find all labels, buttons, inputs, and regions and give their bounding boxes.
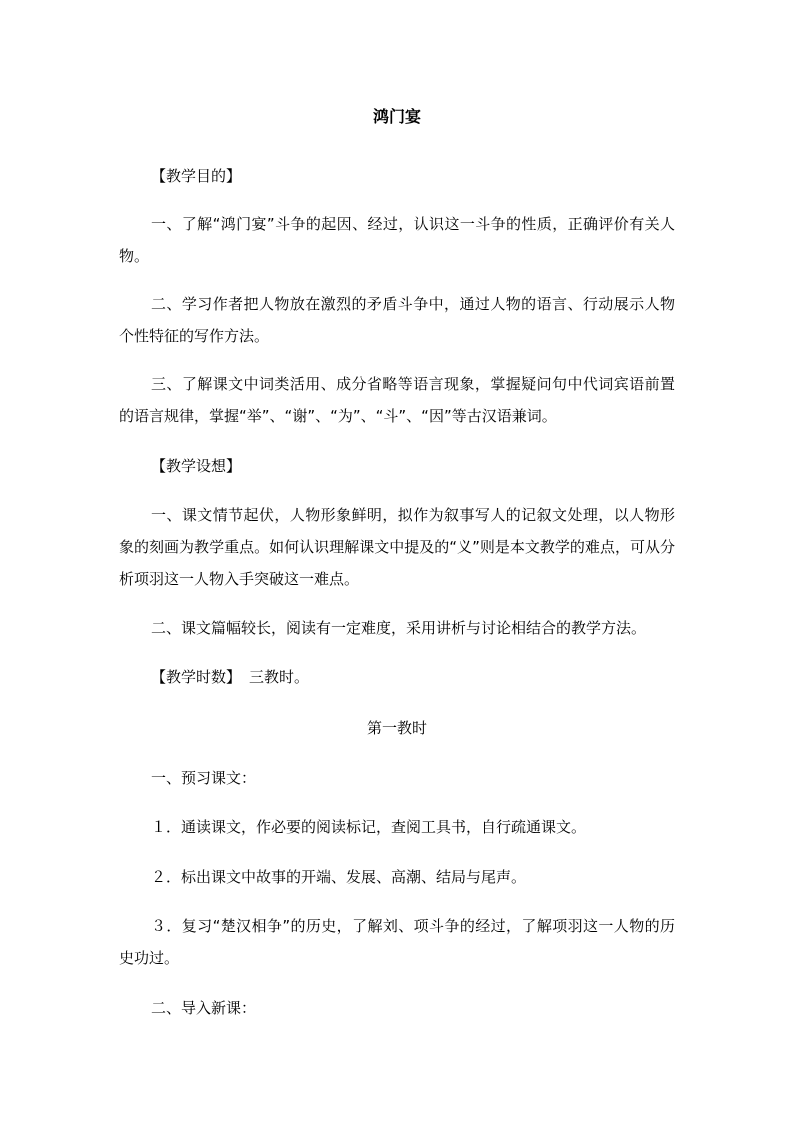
preview-item-2: ２．标出课文中故事的开端、发展、高潮、结局与尾声。 bbox=[151, 868, 527, 886]
teaching-goals-heading: 【教学目的】 bbox=[151, 167, 242, 185]
preview-item-3: ３．复习“楚汉相争”的历史，了解刘、项斗争的经过，了解项羽这一人物的历史功过。 bbox=[119, 917, 675, 967]
preview-heading: 一、预习课文： bbox=[151, 769, 257, 787]
teaching-idea-1: 一、课文情节起伏，人物形象鲜明，拟作为叙事写人的记叙文处理，以人物形象的刻画为教学重点。如何认识理解课文中提及的“义”则是本文教学的难点，可从分析项羽这一人物入手突破这一难点。 bbox=[119, 506, 675, 588]
lesson-title: 第一教时 bbox=[366, 719, 427, 737]
teaching-goal-2: 二、学习作者把人物放在激烈的矛盾斗争中，通过人物的语言、行动展示人物个性特征的写作方法。 bbox=[119, 295, 675, 345]
document-title: 鸿门宴 bbox=[372, 107, 421, 126]
teaching-goal-3: 三、了解课文中词类活用、成分省略等语言现象，掌握疑问句中代词宾语前置的语言规律，掌握“举”、“谢”、“为”、“斗”、“因”等古汉语兼词。 bbox=[119, 375, 675, 425]
teaching-goal-1: 一、了解“鸿门宴”斗争的起因、经过，认识这一斗争的性质，正确评价有关人物。 bbox=[119, 215, 675, 265]
intro-heading: 二、导入新课： bbox=[151, 999, 257, 1017]
teaching-hours-line bbox=[151, 661, 309, 693]
teaching-ideas-heading: 【教学设想】 bbox=[151, 457, 242, 475]
teaching-hours-value: 三教时。 bbox=[249, 668, 310, 686]
teaching-hours-heading: 【教学时数】 bbox=[151, 668, 242, 686]
preview-item-1: １．通读课文，作必要的阅读标记，查阅工具书，自行疏通课文。 bbox=[151, 818, 587, 836]
teaching-idea-2: 二、课文篇幅较长，阅读有一定难度，采用讲析与讨论相结合的教学方法。 bbox=[151, 619, 647, 637]
